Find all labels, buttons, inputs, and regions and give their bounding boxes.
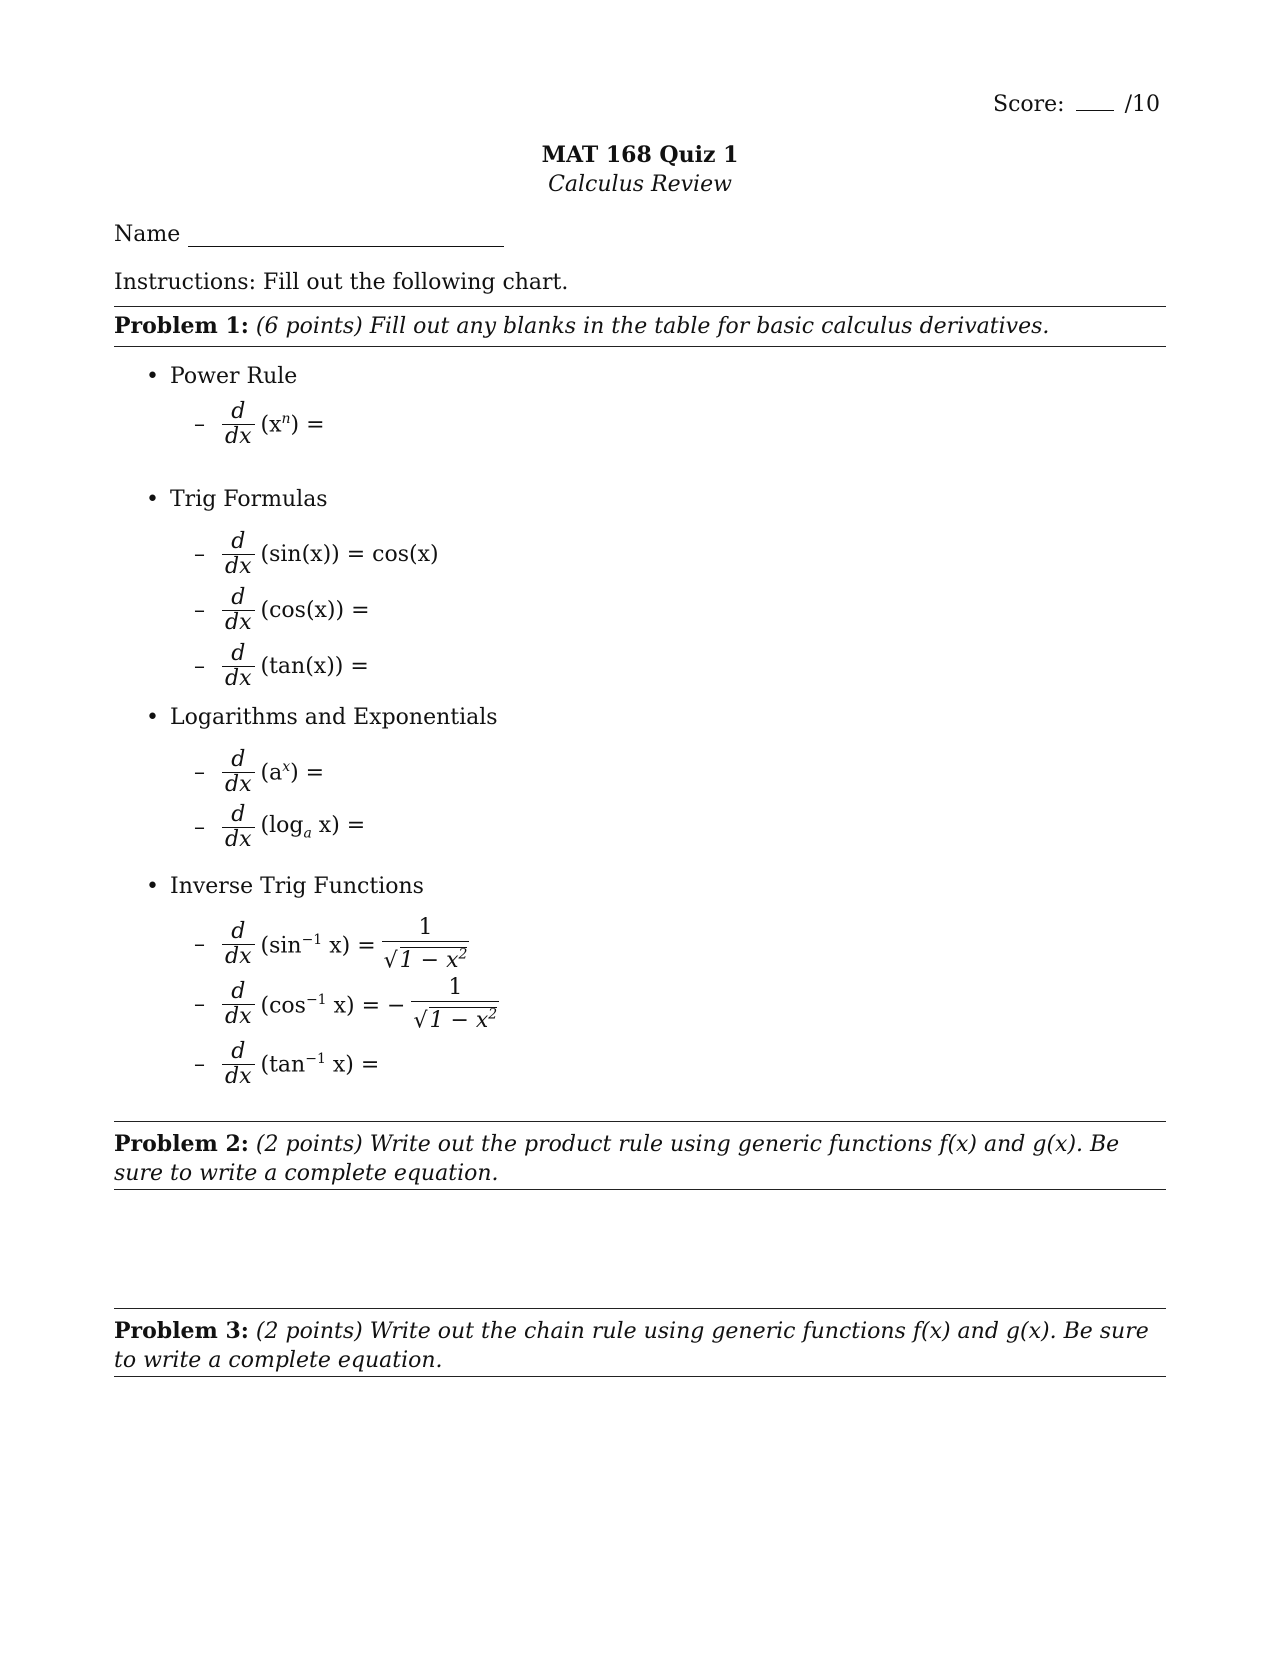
problem-2-label: Problem 2:: [114, 1131, 249, 1157]
problem-1-label: Problem 1:: [114, 313, 249, 339]
bullet: •: [146, 364, 159, 389]
eq-arcsin: [194, 915, 469, 974]
expr-text: (cos(x)) =: [260, 598, 370, 623]
radicand-exponent: 2: [458, 947, 468, 963]
score-total: /10: [1124, 92, 1160, 117]
dash: –: [194, 654, 205, 679]
name-label: Name: [114, 222, 181, 247]
log-base: a: [303, 825, 312, 842]
eq-tan: [194, 642, 369, 691]
deriv-num: d: [231, 979, 246, 1005]
expr-text: (tan(x)) =: [260, 654, 369, 679]
expr-close: x): [322, 932, 351, 958]
derivative-operator: [222, 586, 255, 635]
problem-2-text: (2 points) Write out the product rule using generic functions f(x) and g(x). Be sure to write a complete equation.: [114, 1132, 1120, 1186]
deriv-num: d: [231, 1039, 246, 1064]
deriv-den: dx: [222, 424, 255, 449]
dash: –: [194, 598, 205, 623]
deriv-den: dx: [222, 944, 255, 969]
problem-3-label: Problem 3:: [114, 1318, 249, 1344]
expr-text: (sin(x)) = cos(x): [260, 542, 439, 567]
sqrt-sign: √: [413, 1008, 428, 1034]
deriv-num: d: [231, 641, 246, 666]
deriv-num: d: [231, 747, 246, 772]
deriv-den: dx: [222, 827, 255, 852]
section-title: Trig Formulas: [170, 487, 328, 512]
problem-2-heading: [114, 1130, 1166, 1188]
expr: [261, 932, 376, 958]
problem-3-text: (2 points) Write out the chain rule using generic functions f(x) and g(x). Be sure to write a complete equation.: [114, 1319, 1149, 1373]
deriv-den: dx: [222, 666, 255, 691]
expr-text: (cos: [260, 992, 306, 1018]
deriv-den: dx: [222, 772, 255, 797]
divider: [114, 1376, 1166, 1377]
radicand-text: 1 − x: [399, 948, 459, 974]
bullet: •: [146, 487, 159, 512]
expr-close: ) =: [290, 760, 325, 786]
expr-close: x): [326, 992, 355, 1018]
expr-text: (sin: [260, 932, 302, 958]
expr: [261, 759, 325, 785]
section-title: Logarithms and Exponentials: [170, 705, 498, 730]
dash: –: [194, 760, 205, 785]
deriv-num: d: [231, 919, 246, 945]
derivative-operator: [222, 748, 255, 797]
deriv-num: d: [231, 585, 246, 610]
divider: [114, 346, 1166, 347]
radicand-exponent: 2: [488, 1007, 498, 1023]
expr-text: (a: [260, 760, 283, 786]
dash: –: [194, 542, 205, 567]
inverse-exponent: −1: [305, 1051, 326, 1068]
bullet: •: [146, 705, 159, 730]
divider: [114, 306, 1166, 307]
deriv-num: d: [231, 399, 246, 424]
section-trig: [146, 487, 328, 512]
deriv-den: dx: [222, 554, 255, 579]
eq-arctan: [194, 1040, 379, 1089]
divider: [114, 1121, 1166, 1122]
eq-logarithm: [194, 803, 365, 852]
eq-arccos: [194, 975, 499, 1034]
equals: =: [353, 1052, 380, 1078]
derivative-operator: [222, 920, 255, 969]
problem-3-heading: [114, 1317, 1166, 1375]
equals-negative: = −: [354, 992, 406, 1018]
expr-close: ) =: [290, 412, 325, 438]
inverse-exponent: −1: [305, 991, 327, 1008]
quiz-title: MAT 168 Quiz 1: [541, 142, 739, 168]
expr: [261, 1051, 380, 1077]
rhs-fraction: [382, 915, 470, 974]
divider: [114, 1189, 1166, 1190]
derivative-operator: [222, 803, 255, 852]
deriv-den: dx: [222, 1004, 255, 1029]
radicand: [400, 947, 468, 973]
section-log-exp: [146, 705, 498, 730]
deriv-den: dx: [222, 1064, 255, 1089]
section-inverse-trig: [146, 874, 424, 899]
rhs-fraction: [411, 975, 499, 1034]
score-blank[interactable]: [1076, 94, 1114, 111]
eq-exponential: [194, 748, 324, 797]
rhs-num: 1: [418, 915, 433, 940]
expr: [261, 813, 366, 841]
name-field: [114, 222, 504, 247]
derivative-operator: [222, 1040, 255, 1089]
exponent: x: [282, 759, 291, 776]
section-power-rule: [146, 364, 297, 389]
eq-cos: [194, 586, 370, 635]
equals: =: [350, 932, 376, 958]
expr-text: (tan: [260, 1052, 306, 1078]
expr-text: (x: [260, 412, 282, 438]
deriv-num: d: [231, 529, 246, 554]
problem-1-heading: [114, 312, 1166, 341]
eq-sin: [194, 530, 439, 579]
name-blank[interactable]: [188, 224, 504, 247]
quiz-subtitle: Calculus Review: [548, 172, 732, 197]
expr-text: (log: [260, 813, 304, 839]
sqrt-sign: √: [383, 948, 398, 974]
expr-close: x) =: [311, 813, 366, 839]
dash: –: [194, 412, 205, 437]
dash: –: [194, 992, 205, 1018]
derivative-operator: [222, 980, 255, 1029]
inverse-exponent: −1: [301, 931, 323, 948]
dash: –: [194, 1052, 205, 1077]
deriv-den: dx: [222, 610, 255, 635]
derivative-operator: [222, 530, 255, 579]
derivative-operator: [222, 642, 255, 691]
rhs-den: [411, 1001, 499, 1034]
instructions: Instructions: Fill out the following chart.: [114, 270, 569, 295]
eq-power: [194, 400, 325, 449]
problem-1-text: (6 points) Fill out any blanks in the table for basic calculus derivatives.: [255, 314, 1050, 339]
expr: [261, 992, 406, 1018]
dash: –: [194, 815, 205, 840]
rhs-num: 1: [448, 975, 463, 1000]
derivative-operator: [222, 400, 255, 449]
exponent: n: [281, 411, 291, 428]
expr-close: x): [325, 1052, 354, 1078]
radicand: [429, 1007, 497, 1033]
rhs-den: [382, 941, 470, 974]
bullet: •: [146, 874, 159, 899]
section-title: Power Rule: [170, 364, 298, 389]
expr: [261, 411, 325, 437]
deriv-num: d: [231, 802, 246, 827]
divider: [114, 1308, 1166, 1309]
radicand-text: 1 − x: [429, 1008, 489, 1034]
dash: –: [194, 932, 205, 958]
score-field: [993, 92, 1160, 117]
section-title: Inverse Trig Functions: [170, 874, 424, 899]
score-label: Score:: [993, 92, 1065, 117]
